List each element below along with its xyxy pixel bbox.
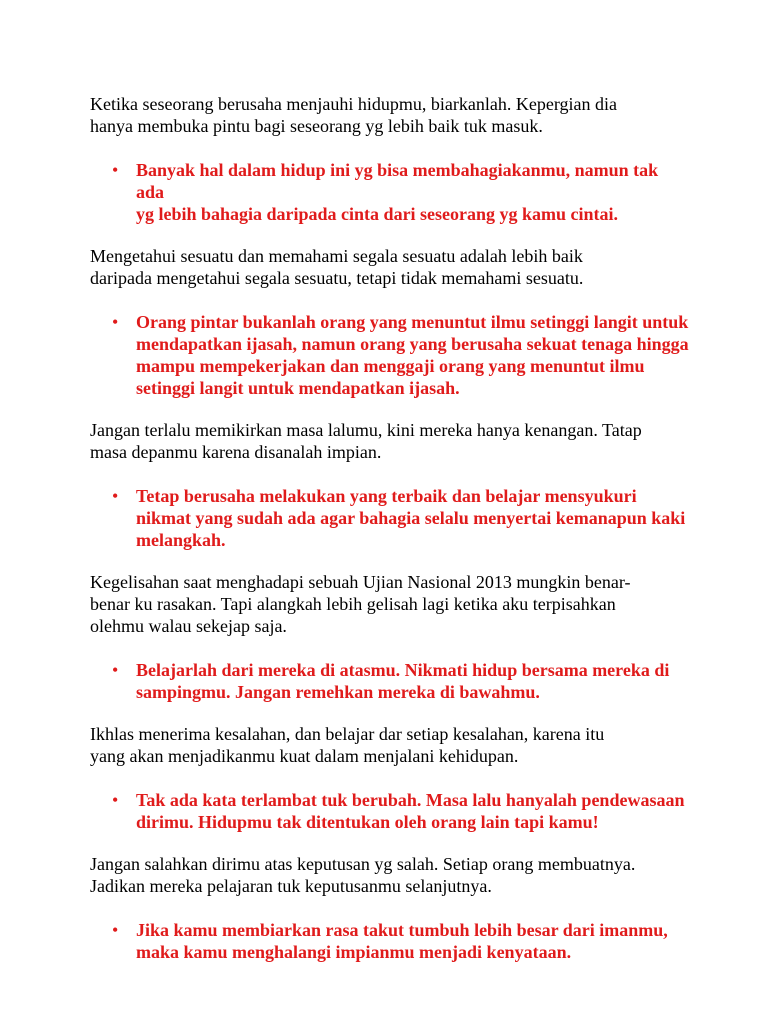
section-4	[90, 571, 690, 703]
paragraph: Jangan terlalu memikirkan masa lalumu, kini mereka hanya kenangan. Tatap masa depanmu karena disanalah impian.	[90, 420, 642, 462]
paragraph: Ketika seseorang berusaha menjauhi hidupmu, biarkanlah. Kepergian dia hanya membuka pintu bagi seseorang yg lebih baik tuk masuk.	[90, 94, 617, 136]
bullet-list	[90, 919, 690, 963]
bullet-list	[90, 659, 690, 703]
bullet-text: Banyak hal dalam hidup ini yg bisa membahagiakanmu, namun tak ada yg lebih bahagia daripada cinta dari seseorang yg kamu cintai.	[136, 160, 659, 224]
bullet-text: Tetap berusaha melakukan yang terbaik dan belajar mensyukuri nikmat yang sudah ada agar bahagia selalu menyertai kemanapun kaki melangkah.	[136, 486, 686, 550]
paragraph: Ikhlas menerima kesalahan, dan belajar dar setiap kesalahan, karena itu yang akan menjadikanmu kuat dalam menjalani kehidupan.	[90, 724, 605, 766]
section-1	[90, 93, 690, 225]
paragraph: Jangan salahkan dirimu atas keputusan yg salah. Setiap orang membuatnya. Jadikan mereka pelajaran tuk keputusanmu selanjutnya.	[90, 854, 636, 896]
bullet-list	[90, 311, 690, 399]
paragraph: Kegelisahan saat menghadapi sebuah Ujian Nasional 2013 mungkin benar- benar ku rasakan. Tapi alangkah lebih gelisah lagi ketika aku terpisahkan olehmu walau sekejap saja.	[90, 572, 631, 636]
bullet-icon: •	[112, 660, 119, 680]
bullet-text: Jika kamu membiarkan rasa takut tumbuh lebih besar dari imanmu, maka kamu menghalangi impianmu menjadi kenyataan.	[136, 920, 668, 962]
bullet-icon: •	[112, 486, 119, 506]
bullet-icon: •	[112, 312, 119, 332]
bullet-item	[90, 311, 690, 399]
bullet-list	[90, 485, 690, 551]
bullet-list	[90, 789, 690, 833]
section-6	[90, 853, 690, 963]
section-3	[90, 419, 690, 551]
bullet-icon: •	[112, 920, 119, 940]
bullet-icon: •	[112, 160, 119, 180]
bullet-item	[90, 485, 690, 551]
bullet-text: Tak ada kata terlambat tuk berubah. Masa lalu hanyalah pendewasaan dirimu. Hidupmu tak ditentukan oleh orang lain tapi kamu!	[136, 790, 685, 832]
document-page	[90, 93, 690, 983]
bullet-list	[90, 159, 690, 225]
bullet-item	[90, 919, 690, 963]
section-2	[90, 245, 690, 399]
bullet-item	[90, 789, 690, 833]
section-5	[90, 723, 690, 833]
paragraph: Mengetahui sesuatu dan memahami segala sesuatu adalah lebih baik daripada mengetahui segala sesuatu, tetapi tidak memahami sesuatu.	[90, 246, 584, 288]
bullet-text: Orang pintar bukanlah orang yang menuntut ilmu setinggi langit untuk mendapatkan ijasah, namun orang yang berusaha sekuat tenaga hingga mampu mempekerjakan dan menggaji orang yang menuntut ilmu setinggi langit untuk mendapatkan ijasah.	[136, 312, 689, 398]
bullet-text: Belajarlah dari mereka di atasmu. Nikmati hidup bersama mereka di sampingmu. Jangan remehkan mereka di bawahmu.	[136, 660, 670, 702]
bullet-item	[90, 659, 690, 703]
bullet-icon: •	[112, 790, 119, 810]
bullet-item	[90, 159, 690, 225]
